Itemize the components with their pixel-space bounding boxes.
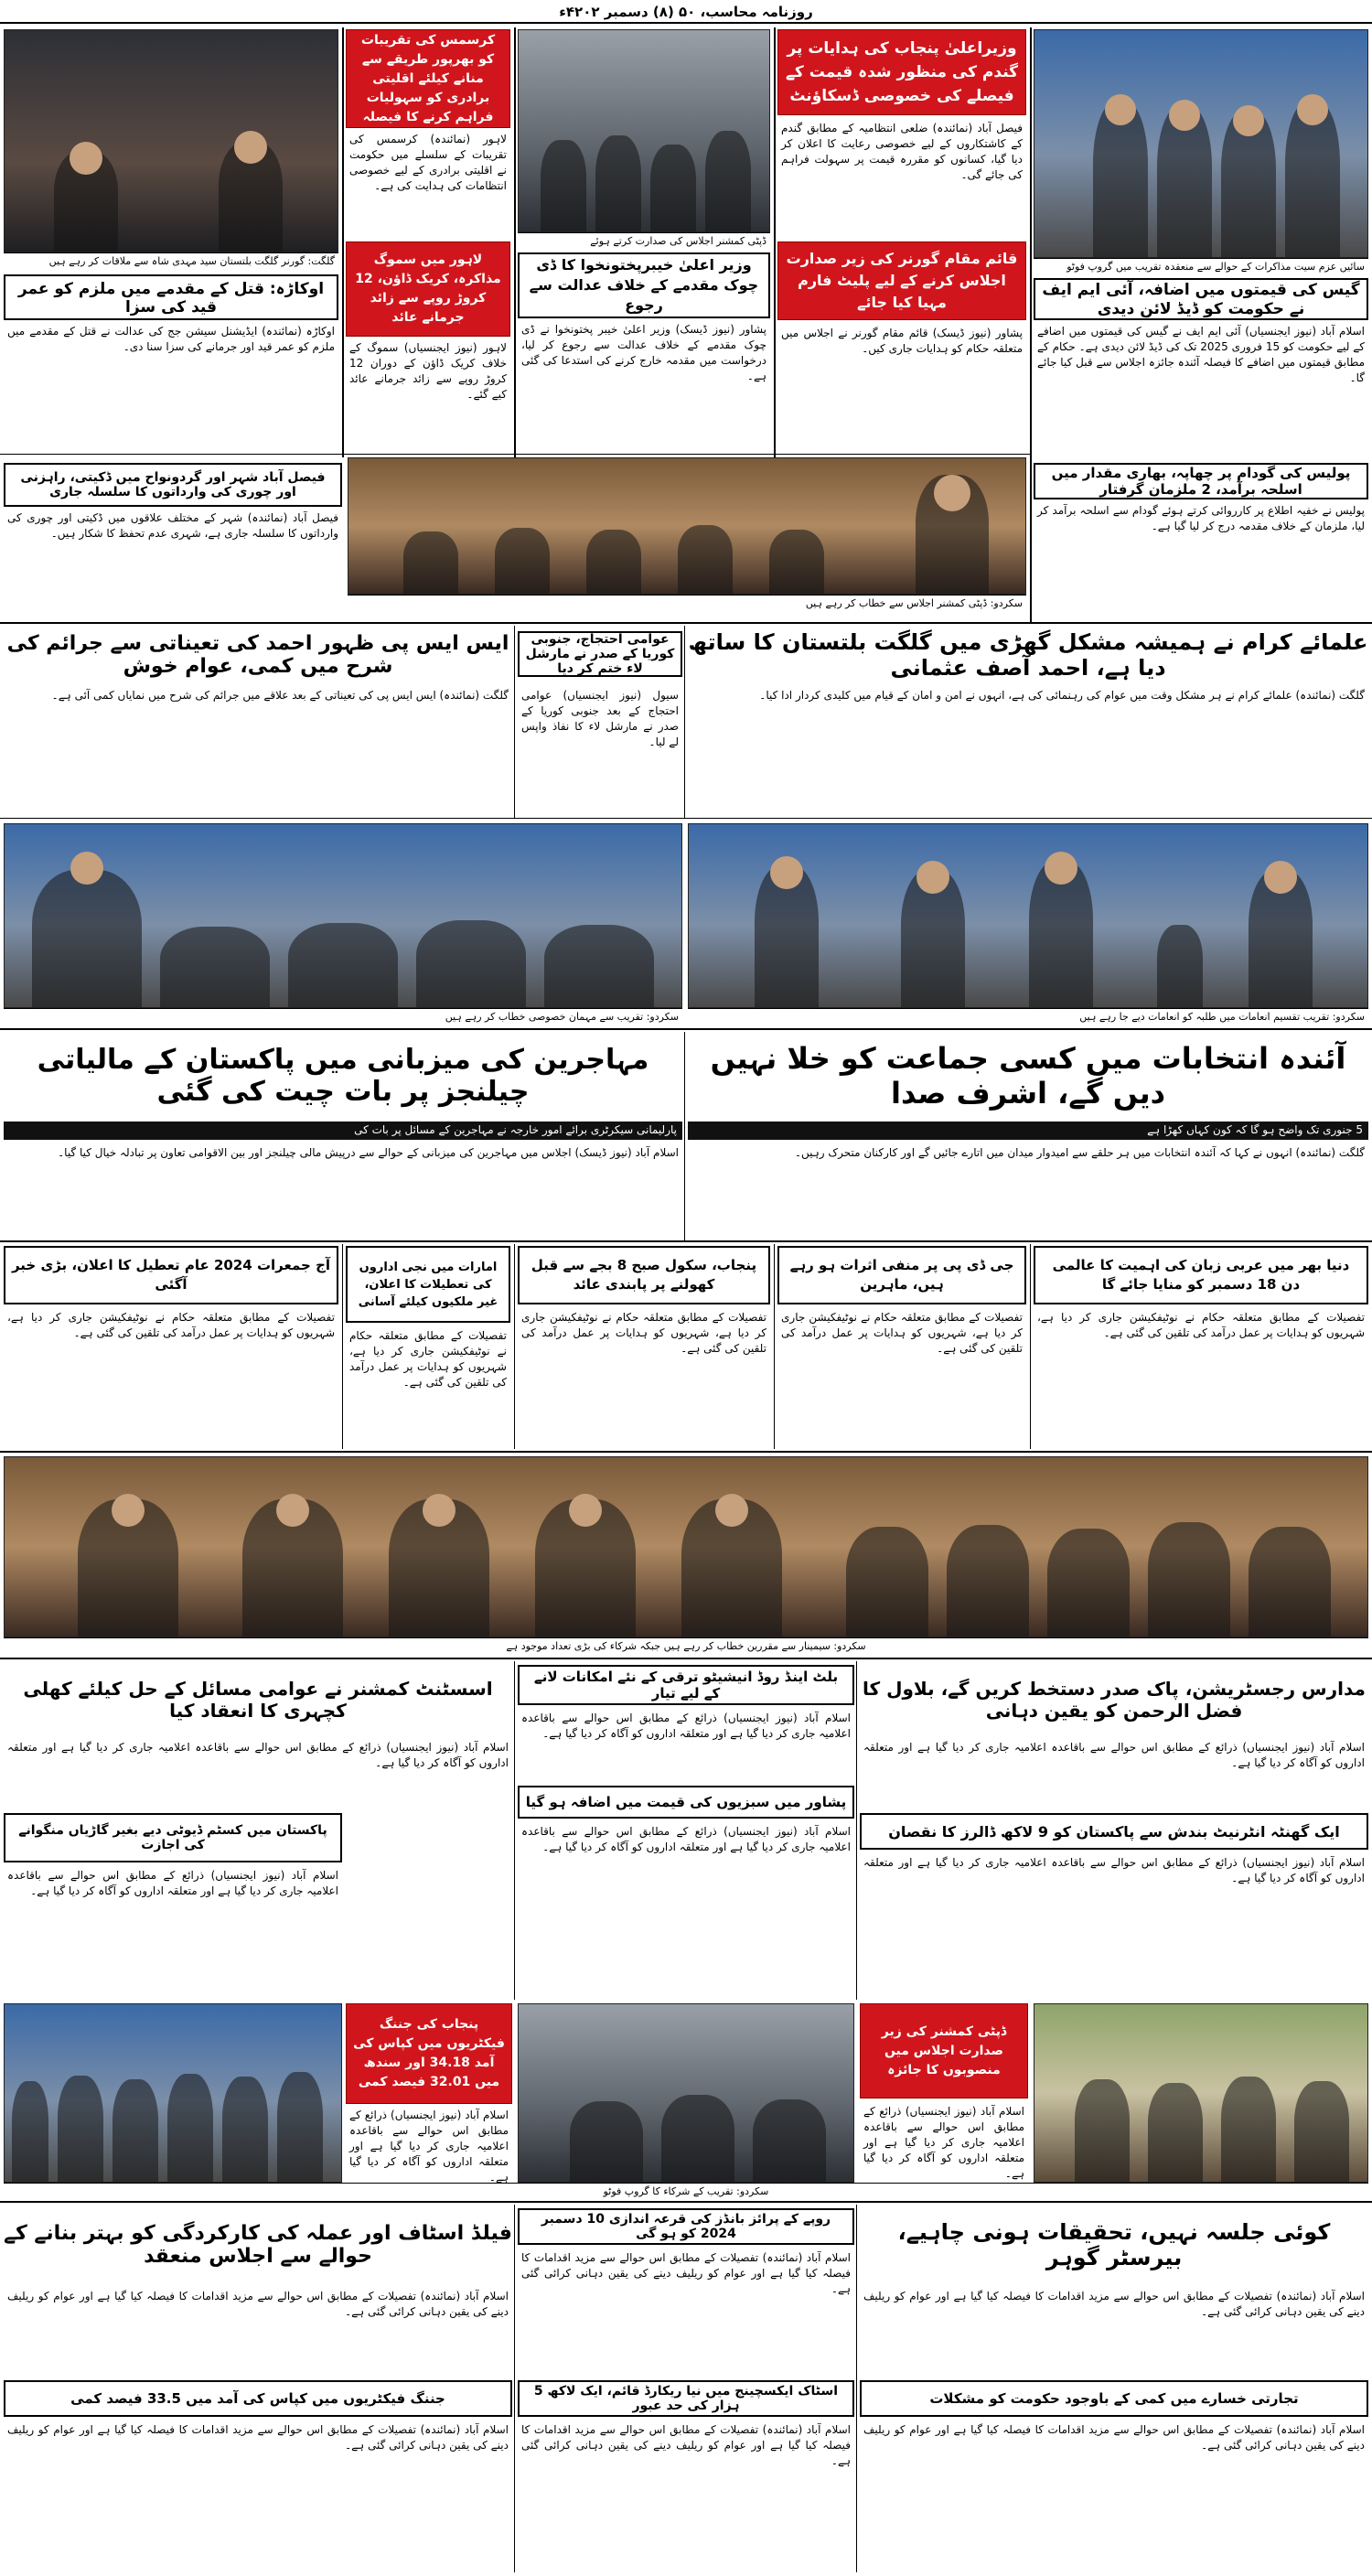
red-headline: وزیراعلیٰ پنجاب کی ہدایات پر گندم کی منظور شدہ قیمت کے فیصلے کی خصوصی ڈسکاؤنٹ	[777, 29, 1026, 115]
article-body: فیصل آباد (نمائندہ) ضلعی انتظامیہ کے مطابق گندم کے کاشتکاروں کے لیے خصوصی رعایت کا اعلان کر دیا گیا، کسانوں کو مقررہ قیمت پر سہولت فراہم کی جائے گی۔	[781, 122, 1023, 181]
article-body: اسلام آباد (نمائندہ) تفصیلات کے مطابق اس حوالے سے مزید اقدامات کا فیصلہ کیا گیا ہے اور عوام کو ریلیف دینے کی یقین دہانی کرائی گئی ہے۔	[7, 2290, 509, 2318]
headline-large: علمائے کرام نے ہمیشہ مشکل گھڑی میں گلگت بلتستان کا ساتھ دیا ہے، احمد آصف عثمانی	[688, 629, 1368, 681]
headline: تجارتی خسارے میں کمی کے باوجود حکومت کو مشکلات	[860, 2380, 1368, 2417]
headline: فیصل آباد شہر اور گردونواح میں ڈکیتی، راہزنی اور چوری کی وارداتوں کا سلسلہ جاری	[4, 463, 342, 507]
article-body: اسلام آباد (نیوز ایجنسیاں) ذرائع کے مطابق اس حوالے سے باقاعدہ اعلامیہ جاری کر دیا گیا ہے اور متعلقہ اداروں کو آگاہ کر دیا گیا ہے۔	[7, 1869, 338, 1897]
article-body: گلگت (نمائندہ) علمائے کرام نے ہر مشکل وقت میں عوام کی رہنمائی کی ہے، انہوں نے امن و امان کے قیام میں کلیدی کردار ادا کیا۔	[759, 689, 1365, 702]
headline-large: اسسٹنٹ کمشنر نے عوامی مسائل کے حل کیلئے کھلی کچہری کا انعقاد کیا	[23, 1678, 493, 1722]
article-body: اسلام آباد (نمائندہ) تفصیلات کے مطابق اس حوالے سے مزید اقدامات کا فیصلہ کیا گیا ہے اور عوام کو ریلیف دینے کی یقین دہانی کرائی گئی ہے۔	[863, 2290, 1365, 2318]
article-body: سیول (نیوز ایجنسیاں) عوامی احتجاج کے بعد جنوبی کوریا کے صدر نے مارشل لاء کا نفاذ واپس لے لیا۔	[521, 689, 679, 748]
red-headline: کرسمس کی تقریبات کو بھرپور طریقے سے منانے کیلئے اقلیتی برادری کو سہولیات فراہم کرنے کا فیصلہ	[346, 29, 510, 128]
headline: وزیر اعلیٰ خیبرپختونخوا کا ڈی چوک مقدمے کے خلاف عدالت سے رجوع	[518, 252, 770, 318]
red-headline: لاہور میں سموگ مذاکرہ، کریک ڈاؤن، 12 کروڑ روپے سے زائد جرمانے عائد	[346, 242, 510, 337]
headline: پاکستان میں کسٹم ڈیوٹی دیے بغیر گاڑیاں منگوانے کی اجازت	[4, 1813, 342, 1862]
article-body: پشاور (نیوز ڈیسک) قائم مقام گورنر نے اجلاس میں متعلقہ حکام کو ہدایات جاری کیں۔	[781, 327, 1023, 355]
headline: پشاور میں سبزیوں کی قیمت میں اضافہ ہو گیا	[518, 1786, 854, 1819]
headline: ایک گھنٹہ انٹرنیٹ بندش سے پاکستان کو 9 لاکھ ڈالرز کا نقصان	[860, 1813, 1368, 1850]
photo-office	[4, 29, 338, 252]
article-body: تفصیلات کے مطابق متعلقہ حکام نے نوٹیفکیشن جاری کر دیا ہے، شہریوں کو ہدایات پر عمل درآمد کی تلقین کی گئی ہے۔	[781, 1311, 1023, 1355]
headline: روپے کے پرائز بانڈز کی قرعہ اندازی 10 دسمبر 2024 کو ہو گی	[518, 2208, 854, 2245]
headline-banner: آئندہ انتخابات میں کسی جماعت کو خلا نہیں دیں گے، اشرف صدا	[710, 1041, 1346, 1111]
headline: دنیا بھر میں عربی زبان کی اہمیت کا عالمی دن 18 دسمبر کو منایا جائے گا	[1034, 1246, 1368, 1304]
article-body: گلگت (نمائندہ) ایس ایس پی کی تعیناتی کے بعد علاقے میں جرائم کی شرح میں نمایاں کمی آئی ہے۔	[51, 689, 509, 702]
red-headline: قائم مقام گورنر کی زیر صدارت اجلاس کرنے کے لیے پلیٹ فارم مہیا کیا جائے	[777, 242, 1026, 320]
article-body: پولیس نے خفیہ اطلاع پر کارروائی کرتے ہوئے گودام سے اسلحہ برآمد کر لیا، ملزمان کے خلاف مقدمہ درج کر لیا گیا ہے۔	[1037, 504, 1365, 532]
article-body: تفصیلات کے مطابق متعلقہ حکام نے نوٹیفکیشن جاری کر دیا ہے، شہریوں کو ہدایات پر عمل درآمد کی تلقین کی گئی ہے۔	[7, 1311, 335, 1339]
headline: جی ڈی پی پر منفی اثرات ہو رہے ہیں، ماہرین	[777, 1246, 1026, 1304]
photo-award	[688, 823, 1368, 1008]
headline: عوامی احتجاج، جنوبی کوریا کے صدر نے مارشل لاء ختم کر دیا	[518, 631, 682, 677]
photo-meeting	[518, 29, 770, 232]
article-body: تفصیلات کے مطابق متعلقہ حکام نے نوٹیفکیشن جاری کر دیا ہے، شہریوں کو ہدایات پر عمل درآمد کی تلقین کی گئی ہے۔	[349, 1329, 507, 1389]
headline: گیس کی قیمتوں میں اضافہ، آئی ایم ایف نے حکومت کو ڈیڈ لائن دیدی	[1034, 278, 1368, 320]
headline-large: فیلڈ اسٹاف اور عملہ کی کارکردگی کو بہتر بنانے کے حوالے سے اجلاس منعقد	[4, 2222, 512, 2268]
photo-audience	[4, 823, 682, 1008]
masthead-line: روزنامہ محاسب، ۵۰ (۸) دسمبر ۴۲۰۲ء	[0, 0, 1372, 24]
headline: بلٹ اینڈ روڈ انیشیٹو ترقی کے نئے امکانات لانے کے لیے تیار	[518, 1665, 854, 1705]
headline: اسٹاک ایکسچینج میں نیا ریکارڈ قائم، ایک لاکھ 5 ہزار کی حد عبور	[518, 2380, 854, 2417]
article-body: اسلام آباد (نیوز ایجنسیاں) ذرائع کے مطابق اس حوالے سے باقاعدہ اعلامیہ جاری کر دیا گیا ہے اور متعلقہ اداروں کو آگاہ کر دیا گیا ہے۔	[863, 1856, 1365, 1884]
article-body: پشاور (نیوز ڈیسک) وزیر اعلیٰ خیبر پختونخوا نے ڈی چوک مقدمے کے خلاف عدالت سے رجوع کر لیا، درخواست میں مقدمہ خارج کرنے کی استدعا کی گئی ہے۔	[521, 323, 766, 382]
article-body: اوکاڑہ (نمائندہ) ایڈیشنل سیشن جج کی عدالت نے قتل کے مقدمے میں ملزم کو عمر قید اور جرمانے کی سزا سنا دی۔	[7, 325, 335, 353]
photo-meeting-wide	[348, 457, 1026, 595]
article-body: فیصل آباد (نمائندہ) شہر کے مختلف علاقوں میں ڈکیتی اور چوری کی وارداتوں کا سلسلہ جاری ہے، شہری عدم تحفظ کا شکار ہیں۔	[7, 511, 338, 540]
photo-caption: سکردو: سیمینار سے مقررین خطاب کر رہے ہیں جبکہ شرکاء کی بڑی تعداد موجود ہے	[4, 1637, 1368, 1654]
article-body: اسلام آباد (نیوز ایجنسیاں) ذرائع کے مطابق اس حوالے سے باقاعدہ اعلامیہ جاری کر دیا گیا ہے اور متعلقہ اداروں کو آگاہ کر دیا گیا ہے۔	[7, 1741, 509, 1769]
headline-banner: مہاجرین کی میزبانی میں پاکستان کے مالیاتی چیلنجز پر بات چیت کی گئی	[37, 1044, 649, 1108]
article-body: اسلام آباد (نمائندہ) تفصیلات کے مطابق اس حوالے سے مزید اقدامات کا فیصلہ کیا گیا ہے اور عوام کو ریلیف دینے کی یقین دہانی کرائی گئی ہے۔	[521, 2251, 851, 2295]
article-body: اسلام آباد (نیوز ایجنسیاں) آئی ایم ایف نے گیس کی قیمتوں میں اضافے کے لیے حکومت کو 15 فروری 2025 تک کی ڈیڈ لائن دیدی ہے۔ حکام کے مطابق قیمتوں میں اضافے کا فیصلہ آئندہ جائزہ اجلاس سے قبل کیا جائے گا۔	[1037, 325, 1365, 384]
article-body: اسلام آباد (نیوز ڈیسک) اجلاس میں مہاجرین کی میزبانی کے حوالے سے درپیش مالی چیلنجز اور بین الاقوامی تعاون پر تبادلہ خیال کیا گیا۔	[58, 1146, 679, 1159]
headline-large: مدارس رجسٹریشن، پاک صدر دستخط کریں گے، بلاول کا فضل الرحمن کو یقین دہانی	[863, 1678, 1366, 1722]
article-body: اسلام آباد (نمائندہ) تفصیلات کے مطابق اس حوالے سے مزید اقدامات کا فیصلہ کیا گیا ہے اور عوام کو ریلیف دینے کی یقین دہانی کرائی گئی ہے۔	[863, 2423, 1365, 2452]
article-body: تفصیلات کے مطابق متعلقہ حکام نے نوٹیفکیشن جاری کر دیا ہے، شہریوں کو ہدایات پر عمل درآمد کی تلقین کی گئی ہے۔	[1037, 1311, 1365, 1339]
headline: امارات میں نجی اداروں کی تعطیلات کا اعلان، غیر ملکیوں کیلئے آسانی	[346, 1246, 510, 1323]
photo-caption: سکردو: ڈپٹی کمشنر اجلاس سے خطاب کر رہے ہیں	[348, 595, 1026, 611]
photo-group	[1034, 29, 1368, 258]
red-headline: پنجاب کی جننگ فیکٹریوں میں کپاس کی آمد 34.18 اور سندھ میں 32.01 فیصد کمی	[346, 2003, 512, 2104]
article-body: اسلام آباد (نیوز ایجنسیاں) ذرائع کے مطابق اس حوالے سے باقاعدہ اعلامیہ جاری کر دیا گیا ہے اور متعلقہ اداروں کو آگاہ کر دیا گیا ہے۔	[521, 1825, 851, 1853]
photo-seminar	[4, 1456, 1368, 1637]
article-body: تفصیلات کے مطابق متعلقہ حکام نے نوٹیفکیشن جاری کر دیا ہے، شہریوں کو ہدایات پر عمل درآمد کی تلقین کی گئی ہے۔	[521, 1311, 766, 1355]
article-body: لاہور (نیوز ایجنسیاں) سموگ کے خلاف کریک ڈاؤن کے دوران 12 کروڑ روپے سے زائد جرمانے عائد کیے گئے۔	[349, 341, 507, 401]
photo-caption: سکردو: تقریب کے شرکاء کا گروپ فوٹو	[4, 2183, 1368, 2199]
photo-caption: گلگت: گورنر گلگت بلتستان سید مہدی شاہ سے ملاقات کر رہے ہیں	[4, 252, 338, 269]
photo-conference	[518, 2003, 854, 2183]
headline-large: ایس ایس پی ظہور احمد کی تعیناتی سے جرائم کی شرح میں کمی، عوام خوش	[6, 632, 509, 678]
article-body: اسلام آباد (نمائندہ) تفصیلات کے مطابق اس حوالے سے مزید اقدامات کا فیصلہ کیا گیا ہے اور عوام کو ریلیف دینے کی یقین دہانی کرائی گئی ہے۔	[521, 2423, 851, 2467]
article-body: اسلام آباد (نیوز ایجنسیاں) ذرائع کے مطابق اس حوالے سے باقاعدہ اعلامیہ جاری کر دیا گیا ہے اور متعلقہ اداروں کو آگاہ کر دیا گیا ہے۔	[863, 1741, 1365, 1769]
article-body: لاہور (نمائندہ) کرسمس کی تقریبات کے سلسلے میں حکومت نے اقلیتی برادری کے لیے خصوصی انتظامات کی ہدایت کی ہے۔	[349, 133, 507, 192]
headline-large: کوئی جلسہ نہیں، تحقیقات ہونی چاہیے، بیرسٹر گوہر	[897, 2219, 1331, 2270]
photo-caption: سائیں عزم سیت مذاکرات کے حوالے سے منعقدہ تقریب میں گروپ فوٹو	[1034, 258, 1368, 274]
headline: آج جمعرات 2024 عام تعطیل کا اعلان، بڑی خبر آگئی	[4, 1246, 338, 1304]
headline: جننگ فیکٹریوں میں کپاس کی آمد میں 33.5 فیصد کمی	[4, 2380, 512, 2417]
article-body: اسلام آباد (نیوز ایجنسیاں) ذرائع کے مطابق اس حوالے سے باقاعدہ اعلامیہ جاری کر دیا گیا ہے اور متعلقہ اداروں کو آگاہ کر دیا گیا ہے۔	[349, 2109, 509, 2183]
article-body: اسلام آباد (نیوز ایجنسیاں) ذرائع کے مطابق اس حوالے سے باقاعدہ اعلامیہ جاری کر دیا گیا ہے اور متعلقہ اداروں کو آگاہ کر دیا گیا ہے۔	[521, 1712, 851, 1740]
photo-ceremony	[4, 2003, 342, 2183]
subhead-bar: 5 جنوری تک واضح ہو گا کہ کون کہاں کھڑا ہے	[688, 1122, 1368, 1140]
article-body: گلگت (نمائندہ) انہوں نے کہا کہ آئندہ انتخابات میں ہر حلقے سے امیدوار میدان میں اتارے جائیں گے اور کارکنان متحرک رہیں۔	[794, 1146, 1365, 1159]
headline: اوکاڑہ: قتل کے مقدمے میں ملزم کو عمر قید کی سزا	[4, 274, 338, 320]
photo-caption: ڈپٹی کمشنر اجلاس کی صدارت کرتے ہوئے	[518, 232, 770, 249]
headline: پنجاب، سکول صبح 8 بجے سے قبل کھولنے پر پابندی عائد	[518, 1246, 770, 1304]
photo-caption: سکردو: تقریب سے مہمان خصوصی خطاب کر رہے ہیں	[4, 1008, 682, 1025]
headline: پولیس کی گودام پر چھاپہ، بھاری مقدار میں اسلحہ برآمد، 2 ملزمان گرفتار	[1034, 463, 1368, 499]
subhead-bar: پارلیمانی سیکرٹری برائے امور خارجہ نے مہاجرین کے مسائل پر بات کی	[4, 1122, 682, 1140]
article-body: اسلام آباد (نیوز ایجنسیاں) ذرائع کے مطابق اس حوالے سے باقاعدہ اعلامیہ جاری کر دیا گیا ہے اور متعلقہ اداروں کو آگاہ کر دیا گیا ہے۔	[863, 2105, 1024, 2180]
red-headline: ڈپٹی کمشنر کی زیر صدارت اجلاس میں منصوبوں کا جائزہ	[860, 2003, 1028, 2098]
photo-students	[1034, 2003, 1368, 2183]
article-body: اسلام آباد (نمائندہ) تفصیلات کے مطابق اس حوالے سے مزید اقدامات کا فیصلہ کیا گیا ہے اور عوام کو ریلیف دینے کی یقین دہانی کرائی گئی ہے۔	[7, 2423, 509, 2452]
photo-caption: سکردو: تقریب تقسیم انعامات میں طلبہ کو انعامات دیے جا رہے ہیں	[688, 1008, 1368, 1025]
